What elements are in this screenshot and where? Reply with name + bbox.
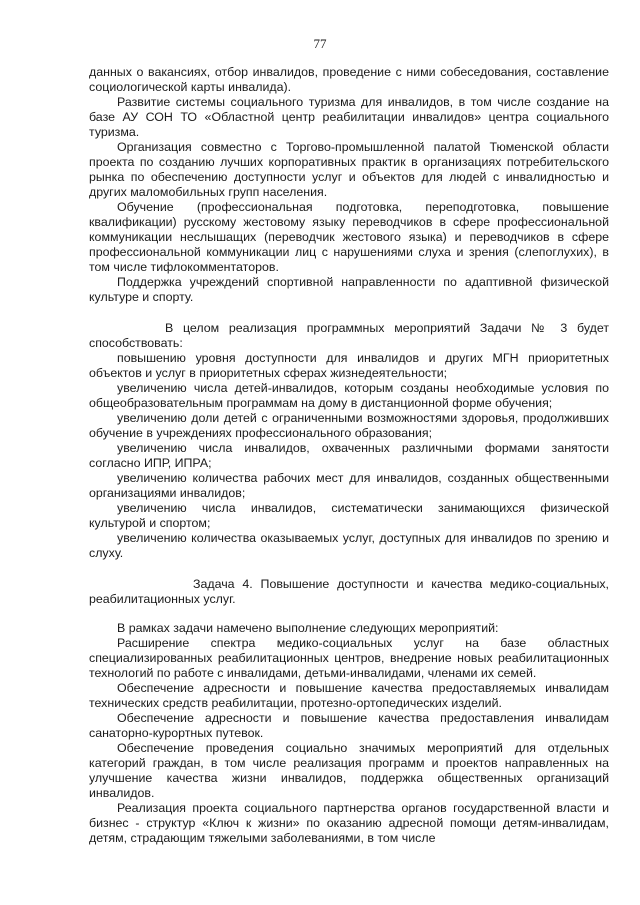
list-item: увеличению числа инвалидов, охваченных различными формами занятости согласно ИПР, ИПРА; bbox=[89, 441, 609, 470]
list-item: увеличению числа детей-инвалидов, которым созданы необходимые условия по общеобразовательным программам на дому в дистанционной форме обучения; bbox=[89, 381, 609, 410]
page-number: 77 bbox=[313, 36, 327, 51]
list-item: Обеспечение адресности и повышение качества предоставляемых инвалидам технических средств реабилитации, протезно-ортопедических изделий. bbox=[89, 681, 609, 710]
paragraph: Развитие системы социального туризма для инвалидов, в том числе создание на базе АУ СОН ТО «Областной центр реабилитации инвалидов» центра социального туризма. bbox=[89, 95, 609, 139]
spacer bbox=[89, 607, 609, 621]
paragraph: данных о вакансиях, отбор инвалидов, проведение с ними собеседования, составление социологической карты инвалида). bbox=[89, 65, 609, 94]
list-item: Расширение спектра медико-социальных услуг на базе областных специализированных реабилитационных центров, внедрение новых реабилитационных технологий по работе с инвалидами, детьми-инвалидами, членами их семей. bbox=[89, 636, 609, 680]
spacer bbox=[89, 305, 609, 321]
paragraph: Поддержка учреждений спортивной направленности по адаптивной физической культуре и спорту. bbox=[89, 275, 609, 304]
paragraph: Обучение (профессиональная подготовка, переподготовка, повышение квалификации) русскому жестовому языку переводчиков в сфере профессиональной коммуникации неслышащих (переводчик жестового языка) и переводчиков в сфере профессиональной коммуникации лиц с нарушениями слуха и зрения (слепоглухих), в том числе тифлокомментаторов. bbox=[89, 200, 609, 274]
list-item: повышению уровня доступности для инвалидов и других МГН приоритетных объектов и услуг в приоритетных сферах жизнедеятельности; bbox=[89, 351, 609, 380]
list-item: увеличению количества рабочих мест для инвалидов, созданных общественными организациями инвалидов; bbox=[89, 471, 609, 500]
list-item: Обеспечение проведения социально значимых мероприятий для отдельных категорий граждан, в том числе реализация программ и проектов направленных на улучшение качества жизни инвалидов, поддержка общественных организаций инвалидов. bbox=[89, 741, 609, 800]
list-item: увеличению количества оказываемых услуг, доступных для инвалидов по зрению и слуху. bbox=[89, 531, 609, 560]
spacer bbox=[89, 561, 609, 577]
paragraph: Организация совместно с Торгово-промышленной палатой Тюменской области проекта по созданию лучших корпоративных практик в организациях потребительского рынка по обеспечению доступности услуг и объектов для людей с инвалидностью и других маломобильных групп населения. bbox=[89, 140, 609, 199]
list-item: увеличению доли детей с ограниченными возможностями здоровья, продолживших обучение в учреждениях профессионального образования; bbox=[89, 411, 609, 440]
paragraph: В рамках задачи намечено выполнение следующих мероприятий: bbox=[117, 621, 499, 635]
paragraph-summary-intro: В целом реализация программных мероприятий Задачи № 3 будет способствовать: bbox=[89, 321, 609, 350]
list-item: увеличению числа инвалидов, систематически занимающихся физической культурой и спортом; bbox=[89, 501, 609, 530]
task-heading: Задача 4. Повышение доступности и качества медико-социальных, реабилитационных услуг. bbox=[89, 577, 609, 606]
list-item: Обеспечение адресности и повышение качества предоставления инвалидам санаторно-курортных путевок. bbox=[89, 711, 609, 740]
document-body bbox=[89, 65, 609, 846]
list-item: Реализация проекта социального партнерства органов государственной власти и бизнес - структур «Ключ к жизни» по оказанию адресной помощи детям-инвалидам, детям, страдающим тяжелыми заболеваниями, в том числе bbox=[89, 801, 609, 845]
